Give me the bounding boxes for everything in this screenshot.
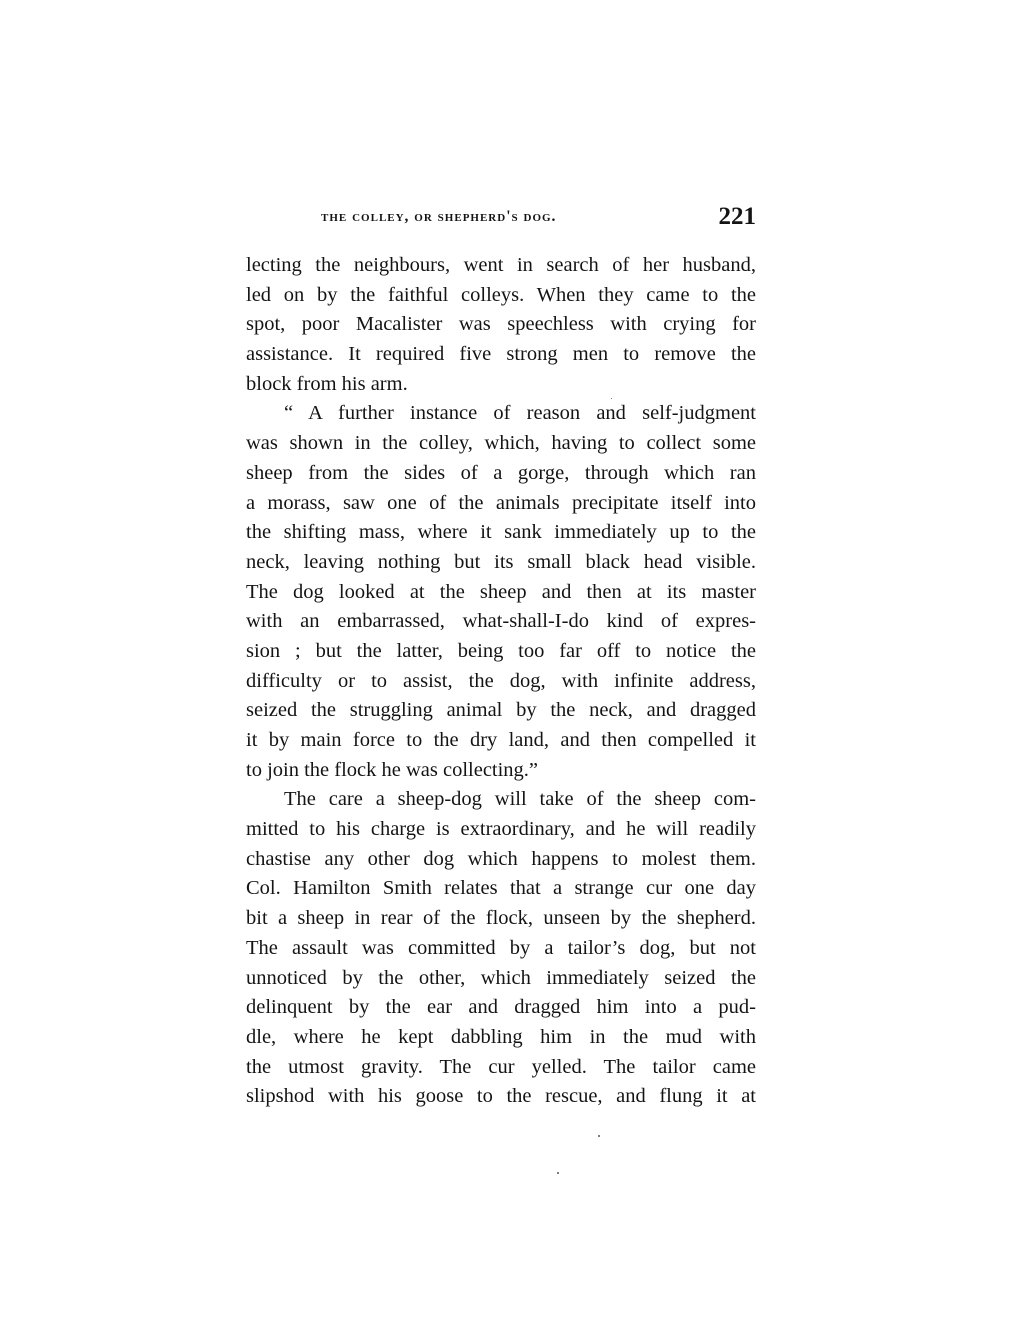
text-line: unnoticed by the other, which immediately seized the — [246, 966, 756, 989]
running-head: the colley, or shepherd's dog. — [321, 208, 557, 225]
print-speck — [611, 398, 612, 399]
text-line: with an embarrassed, what-shall-I-do kind of expres- — [246, 610, 756, 633]
text-line: The assault was committed by a tailor’s dog, but not — [246, 936, 756, 959]
text-line: The dog looked at the sheep and then at its master — [246, 580, 756, 603]
page-header — [246, 204, 756, 236]
text-line: block from his arm. — [246, 372, 408, 395]
text-line: to join the flock he was collecting.” — [246, 758, 539, 781]
text-line: delinquent by the ear and dragged him into a pud- — [246, 996, 756, 1019]
print-speck — [557, 1172, 559, 1174]
text-line: a morass, saw one of the animals precipitate itself into — [246, 491, 756, 514]
text-line: sion ; but the latter, being too far off to notice the — [246, 639, 756, 662]
text-line: spot, poor Macalister was speechless with crying for — [246, 313, 756, 336]
print-speck — [598, 1135, 600, 1137]
text-line: bit a sheep in rear of the flock, unseen by the shepherd. — [246, 907, 756, 930]
text-line: was shown in the colley, which, having to collect some — [246, 432, 756, 455]
text-line: The care a sheep-dog will take of the sheep com- — [284, 788, 756, 811]
text-line: chastise any other dog which happens to molest them. — [246, 847, 756, 870]
text-line: mitted to his charge is extraordinary, and he will readily — [246, 818, 756, 841]
text-line: the shifting mass, where it sank immediately up to the — [246, 521, 756, 544]
text-line: lecting the neighbours, went in search of her husband, — [246, 254, 756, 276]
text-line: dle, where he kept dabbling him in the mud with — [246, 1025, 756, 1048]
text-line: neck, leaving nothing but its small black head visible. — [246, 550, 756, 573]
text-line: sheep from the sides of a gorge, through which ran — [246, 461, 756, 484]
text-line: it by main force to the dry land, and then compelled it — [246, 729, 756, 751]
body-text — [246, 251, 756, 1112]
text-line: assistance. It required five strong men to remove the — [246, 343, 756, 366]
text-line: “ A further instance of reason and self-judgment — [284, 402, 756, 425]
text-line: led on by the faithful colleys. When they came to the — [246, 283, 756, 306]
page-number: 221 — [718, 203, 756, 230]
text-line: Col. Hamilton Smith relates that a strange cur one day — [246, 877, 756, 900]
text-line: slipshod with his goose to the rescue, and flung it at — [246, 1085, 756, 1108]
text-line: seized the struggling animal by the neck, and dragged — [246, 699, 756, 722]
text-line: the utmost gravity. The cur yelled. The tailor came — [246, 1055, 756, 1078]
text-line: difficulty or to assist, the dog, with infinite address, — [246, 669, 756, 692]
